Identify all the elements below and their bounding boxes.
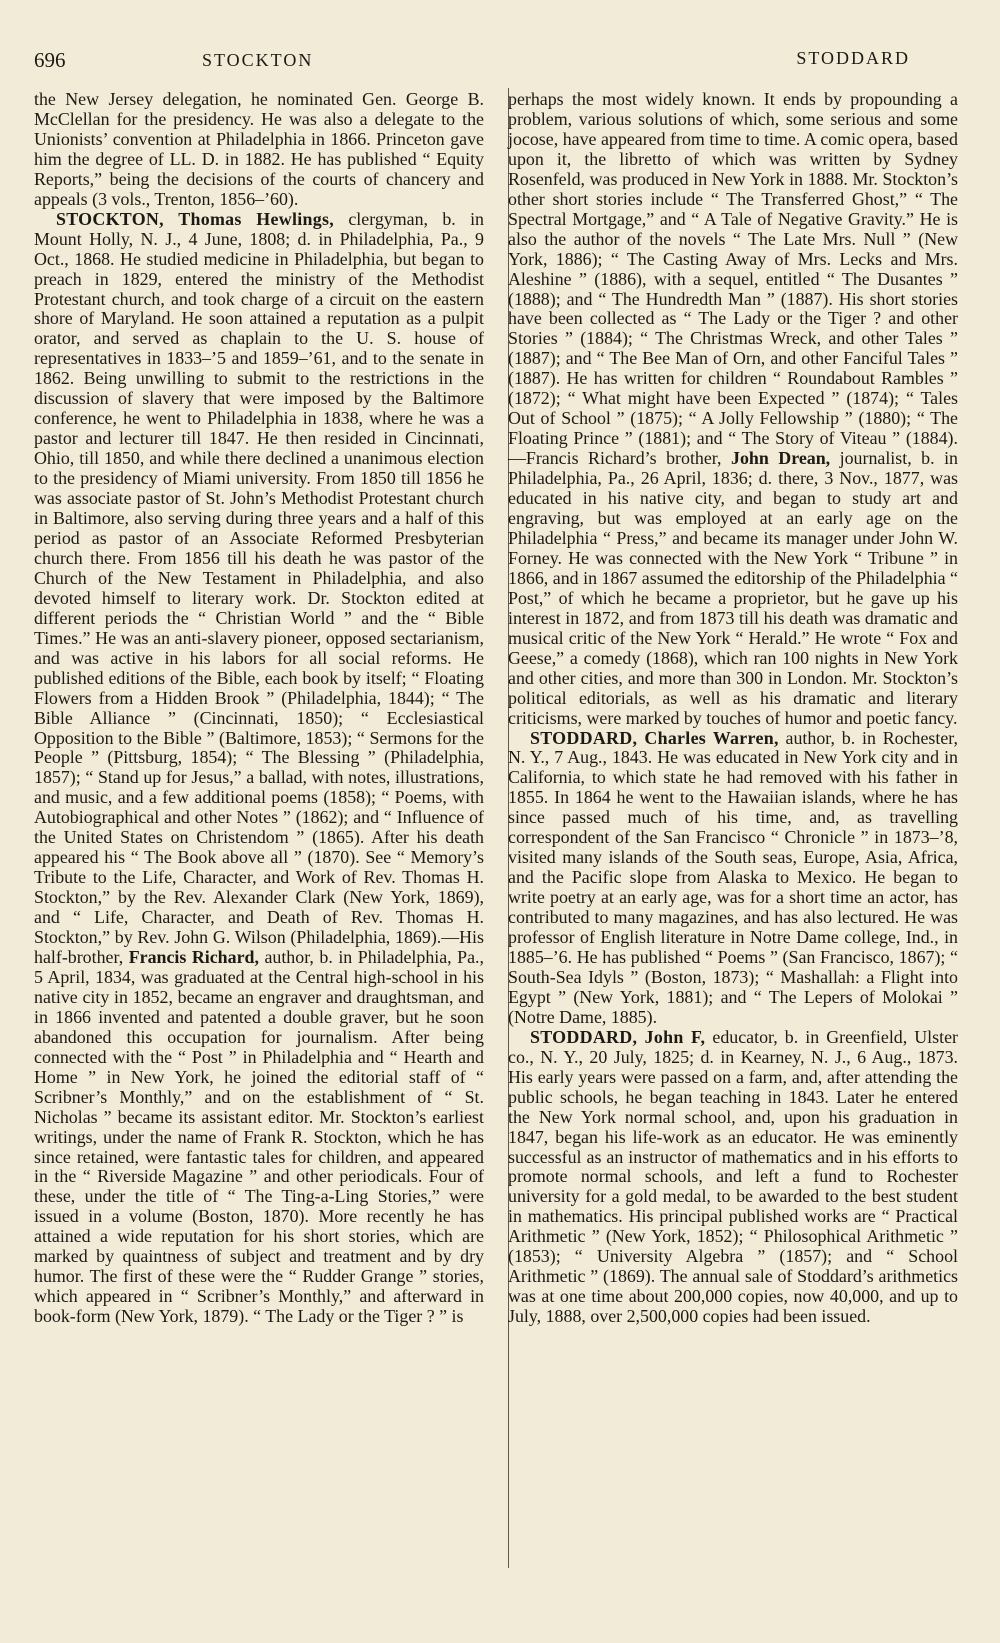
- entry-body: author, b. in Rochester, N. Y., 7 Aug., 1843. He was educated in New York city and in California, to which state he had removed with his father in 1855. In 1864 he went to the Hawaiian islands, where he has since passed much of his time, and, as travelling correspondent of the San Francisco “ Chronicle ” in 1873–’8, visited many islands of the South seas, Europe, Asia, Africa, and the Pacific slope from Alaska to Mexico. He began to write poetry at an early age, was for a short time an actor, has contributed to many magazines, and has also lectured. He was professor of English literature in Notre Dame college, Ind., in 1885–’6. He has published “ Poems ” (San Francisco, 1867); “ South-Sea Idyls ” (Boston, 1873); “ Mashallah: a Flight into Egypt ” (New York, 1881); and “ The Lepers of Molokai ” (Notre Dame, 1885).: [508, 727, 958, 1027]
- entry-headword: STODDARD, Charles Warren,: [530, 727, 779, 748]
- right-column: [508, 90, 958, 1327]
- entry-body: perhaps the most widely known. It ends by propounding a problem, various solutions of which, some serious and some jocose, have appeared from time to time. A comic opera, based upon it, the libretto of which was written by Sydney Rosenfeld, was produced in New York in 1888. Mr. Stockton’s other short stories include “ The Transferred Ghost,” “ The Spectral Mortgage,” and “ A Tale of Negative Gravity.” He is also the author of the novels “ The Late Mrs. Null ” (New York, 1886); “ The Casting Away of Mrs. Lecks and Mrs. Aleshine ” (1886), with a sequel, entitled “ The Dusantes ” (1888); and “ The Hundredth Man ” (1887). His short stories have been collected as “ The Lady or the Tiger ? and other Stories ” (1884); “ The Christmas Wreck, and other Tales ” (1887); and “ The Bee Man of Orn, and other Fanciful Tales ” (1887). He has written for children “ Roundabout Rambles ” (1872); “ What might have been Expected ” (1874); “ Tales Out of School ” (1875); “ A Jolly Fellowship ” (1880); “ The Floating Prince ” (1881); and “ The Story of Viteau ” (1884).—Francis Richard’s brother,: [508, 89, 958, 469]
- left-column: [34, 90, 484, 1327]
- continued-entry-text: the New Jersey delegation, he nominated Gen. George B. McClellan for the presidency. He was also a delegate to the Unionists’ convention at Philadelphia in 1866. Princeton gave him the degree of LL. D. in 1882. He has published “ Equity Reports,” being the decisions of the courts of chancery and appeals (3 vols., Trenton, 1856–’60).: [34, 89, 484, 209]
- entry-headword: STOCKTON, Thomas Hewlings,: [56, 208, 335, 229]
- running-header: [34, 48, 960, 78]
- continued-entry-text: [508, 90, 958, 729]
- subentry-name: John Drean,: [731, 448, 831, 469]
- page-number: 696: [34, 48, 66, 72]
- subentry-name: Francis Richard,: [128, 946, 259, 967]
- left-running-head: STOCKTON: [202, 50, 314, 70]
- entry-stoddard-charles: [508, 729, 958, 1028]
- entry-stockton-thomas: [34, 210, 484, 1327]
- entry-headword: STODDARD, John F,: [530, 1026, 706, 1047]
- entry-body: clergyman, b. in Mount Holly, N. J., 4 June, 1808; d. in Philadelphia, Pa., 9 Oct., 1868. He studied medicine in Philadelphia, but began to preach in 1829, entered the ministry of the Methodist Protestant church, and took charge of a circuit on the eastern shore of Maryland. He soon attained a reputation as a pulpit orator, and served as chaplain to the U. S. house of representatives in 1833–’5 and 1859–’61, and to the senate in 1862. Being unwilling to submit to the restrictions in the discussion of slavery that were imposed by the Baltimore conference, he went to Philadelphia in 1838, where he was a pastor and lecturer till 1847. He then resided in Cincinnati, Ohio, till 1850, and while there declined a unanimous election to the presidency of Miami university. From 1850 till 1856 he was associate pastor of St. John’s Methodist Protestant church in Baltimore, also serving during three years and a half of this period as pastor of an Associate Reformed Presbyterian church there. From 1856 till his death he was pastor of the Church of the New Testament in Philadelphia, and also devoted himself to literary work. Dr. Stockton edited at different periods the “ Christian World ” and the “ Bible Times.” He was an anti-slavery pioneer, opposed sectarianism, and was active in his labors for all social reforms. He published editions of the Bible, each book by itself; “ Floating Flowers from a Hidden Brook ” (Philadelphia, 1844); “ The Bible Alliance ” (Cincinnati, 1850); “ Ecclesiastical Opposition to the Bible ” (Baltimore, 1853); “ Sermons for the People ” (Pittsburg, 1854); “ The Blessing ” (Philadelphia, 1857); “ Stand up for Jesus,” a ballad, with notes, illustrations, and music, and a few additional poems (1858); “ Poems, with Autobiographical and other Notes ” (1862); and “ Influence of the United States on Christendom ” (1865). After his death appeared his “ The Book above all ” (1870). See “ Memory’s Tribute to the Life, Character, and Work of Rev. Thomas H. Stockton,” by the Rev. Alexander Clark (New York, 1869), and “ Life, Character, and Death of Rev. Thomas H. Stockton,” by Rev. John G. Wilson (Philadelphia, 1869).—His half-brother,: [34, 208, 485, 967]
- right-running-head: STODDARD: [796, 48, 910, 68]
- entry-body: educator, b. in Greenfield, Ulster co., N. Y., 20 July, 1825; d. in Kearney, N. J., 6 Aug., 1873. His early years were passed on a farm, and, after attending the public schools, he began teaching in 1843. Later he entered the New York normal school, and, upon his graduation in 1847, began his life-work as an educator. He was eminently successful as an instructor of mathematics and in his efforts to promote normal schools, and left a fund to Rochester university for a gold medal, to be awarded to the best student in mathematics. His principal published works are “ Practical Arithmetic ” (New York, 1852); “ Philosophical Arithmetic ” (1853); “ University Algebra ” (1857); and “ School Arithmetic ” (1869). The annual sale of Stoddard’s arithmetics was at one time about 200,000 copies, now 40,000, and up to July, 1888, over 2,500,000 copies had been issued.: [508, 1026, 958, 1327]
- entry-stoddard-john: [508, 1028, 958, 1327]
- subentry-body: journalist, b. in Philadelphia, Pa., 26 April, 1836; d. there, 3 Nov., 1877, was educated in his native city, and began to study art and engraving, but was employed at an early age on the Philadelphia “ Press,” and became its manager under John W. Forney. He was connected with the New York “ Tribune ” in 1866, and in 1867 assumed the editorship of the Philadelphia “ Post,” of which he became a proprietor, but he gave up his interest in 1872, and from 1873 till his death was dramatic and musical critic of the New York “ Herald.” He wrote “ Fox and Geese,” a comedy (1868), which ran 100 nights in New York and other cities, and more than 300 in London. Mr. Stockton’s political editorials, as well as his dramatic and literary criticisms, were marked by touches of humor and poetic fancy.: [508, 448, 958, 728]
- subentry-body: author, b. in Philadelphia, Pa., 5 April, 1834, was graduated at the Central high-school in his native city in 1852, became an engraver and draughtsman, and in 1866 invented and patented a double graver, but he soon abandoned this occupation for journalism. After being connected with the “ Post ” in Philadelphia and “ Hearth and Home ” in New York, he joined the editorial staff of “ Scribner’s Monthly,” and on the establishment of “ St. Nicholas ” became its assistant editor. Mr. Stockton’s earliest writings, under the name of Frank R. Stockton, which he has since retained, were fantastic tales for children, and appeared in the “ Riverside Magazine ” and other periodicals. Four of these, under the title of “ The Ting-a-Ling Stories,” were issued in a volume (Boston, 1870). More recently he has attained a wide reputation for his short stories, which are marked by quaintness of subject and treatment and by dry humor. The first of these were the “ Rudder Grange ” stories, which appeared in “ Scribner’s Monthly,” and afterward in book-form (New York, 1879). “ The Lady or the Tiger ? ” is: [34, 946, 484, 1327]
